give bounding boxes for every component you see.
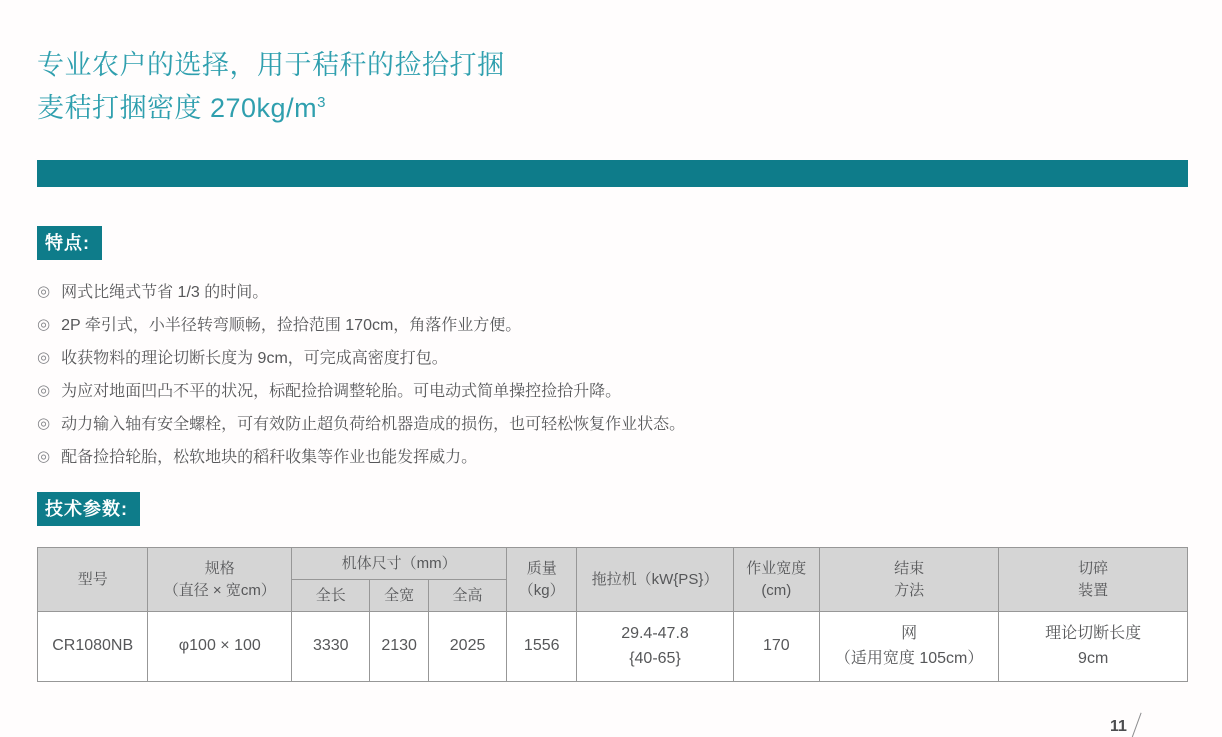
col-header-work-width bbox=[733, 548, 819, 612]
cell-length: 3330 bbox=[292, 612, 370, 682]
specs-table bbox=[37, 547, 1188, 682]
col-header-tractor: 拖拉机（kW{PS}） bbox=[577, 548, 733, 612]
cell-cutting-line1: 理论切断长度 bbox=[1045, 624, 1142, 642]
feature-item bbox=[37, 307, 1037, 340]
cell-mass: 1556 bbox=[507, 612, 577, 682]
features-heading: 特点: bbox=[37, 226, 102, 260]
cell-height: 2025 bbox=[428, 612, 506, 682]
specs-heading: 技术参数: bbox=[37, 492, 140, 526]
col-header-binding bbox=[819, 548, 998, 612]
feature-text: 配备捡拾轮胎，松软地块的稻秆收集等作业也能发挥威力。 bbox=[61, 449, 478, 466]
cell-binding-line1: 网 bbox=[901, 624, 918, 642]
col-header-binding-line1: 结束 bbox=[894, 559, 925, 577]
col-header-spec-line1: 规格 bbox=[204, 559, 235, 577]
page-number-slash bbox=[1131, 713, 1141, 737]
col-header-cutting bbox=[999, 548, 1188, 612]
cell-tractor-line2: {40-65} bbox=[629, 649, 681, 667]
feature-text: 网式比绳式节省 1/3 的时间。 bbox=[61, 284, 269, 301]
bullet-icon: ◎ bbox=[37, 315, 51, 333]
col-header-mass-line2: （kg） bbox=[518, 581, 565, 599]
col-header-mass-line1: 质量 bbox=[526, 559, 557, 577]
cell-binding-line2: （适用宽度 105cm） bbox=[834, 649, 984, 667]
page-number-value: 11 bbox=[1110, 718, 1127, 735]
page-title-line2 bbox=[37, 84, 505, 127]
col-header-length: 全长 bbox=[292, 580, 370, 612]
col-header-work-width-line1: 作业宽度 bbox=[746, 559, 807, 577]
col-header-cutting-line2: 装置 bbox=[1078, 581, 1109, 599]
bullet-icon: ◎ bbox=[37, 282, 51, 300]
col-header-height: 全高 bbox=[428, 580, 506, 612]
col-header-binding-line2: 方法 bbox=[894, 581, 925, 599]
cell-cutting-line2: 9cm bbox=[1078, 649, 1109, 667]
feature-item bbox=[37, 274, 1037, 307]
cell-cutting bbox=[999, 612, 1188, 682]
feature-text: 收获物料的理论切断长度为 9cm，可完成高密度打包。 bbox=[61, 350, 448, 367]
col-header-spec bbox=[148, 548, 292, 612]
col-header-spec-line2: （直径 × 宽cm） bbox=[163, 581, 276, 599]
col-header-mass bbox=[507, 548, 577, 612]
feature-text: 为应对地面凹凸不平的状况，标配捡拾调整轮胎。可电动式简单操控捡拾升降。 bbox=[61, 383, 622, 400]
specs-section bbox=[37, 492, 1188, 682]
divider-band bbox=[37, 160, 1188, 187]
features-section bbox=[37, 226, 1037, 472]
page-title-line1: 专业农户的选择，用于秸秆的捡拾打捆 bbox=[37, 50, 505, 80]
col-header-cutting-line1: 切碎 bbox=[1078, 559, 1109, 577]
bullet-icon: ◎ bbox=[37, 381, 51, 399]
table-row bbox=[38, 612, 1188, 682]
page-title-line2-text: 麦秸打捆密度 270kg/m bbox=[37, 93, 318, 123]
col-header-work-width-line2: (cm) bbox=[761, 581, 792, 599]
table-header-row-1 bbox=[38, 548, 1188, 580]
feature-item bbox=[37, 406, 1037, 439]
feature-item bbox=[37, 340, 1037, 373]
bullet-icon: ◎ bbox=[37, 348, 51, 366]
cell-work-width: 170 bbox=[733, 612, 819, 682]
col-header-body-size: 机体尺寸（mm） bbox=[292, 548, 507, 580]
features-list bbox=[37, 274, 1037, 472]
col-header-width: 全宽 bbox=[370, 580, 429, 612]
cell-tractor bbox=[577, 612, 733, 682]
feature-item bbox=[37, 439, 1037, 472]
cell-width: 2130 bbox=[370, 612, 429, 682]
bullet-icon: ◎ bbox=[37, 447, 51, 465]
cell-tractor-line1: 29.4-47.8 bbox=[621, 624, 689, 642]
page-title bbox=[37, 46, 505, 127]
feature-text: 动力输入轴有安全螺栓，可有效防止超负荷给机器造成的损伤，也可轻松恢复作业状态。 bbox=[61, 416, 686, 433]
cell-spec: φ100 × 100 bbox=[148, 612, 292, 682]
cell-model: CR1080NB bbox=[38, 612, 148, 682]
col-header-model: 型号 bbox=[38, 548, 148, 612]
feature-item bbox=[37, 373, 1037, 406]
page-number bbox=[1110, 712, 1137, 737]
feature-text: 2P 牵引式，小半径转弯顺畅，捡拾范围 170cm，角落作业方便。 bbox=[61, 317, 522, 334]
page-title-superscript: 3 bbox=[317, 94, 326, 111]
bullet-icon: ◎ bbox=[37, 414, 51, 432]
cell-binding bbox=[819, 612, 998, 682]
